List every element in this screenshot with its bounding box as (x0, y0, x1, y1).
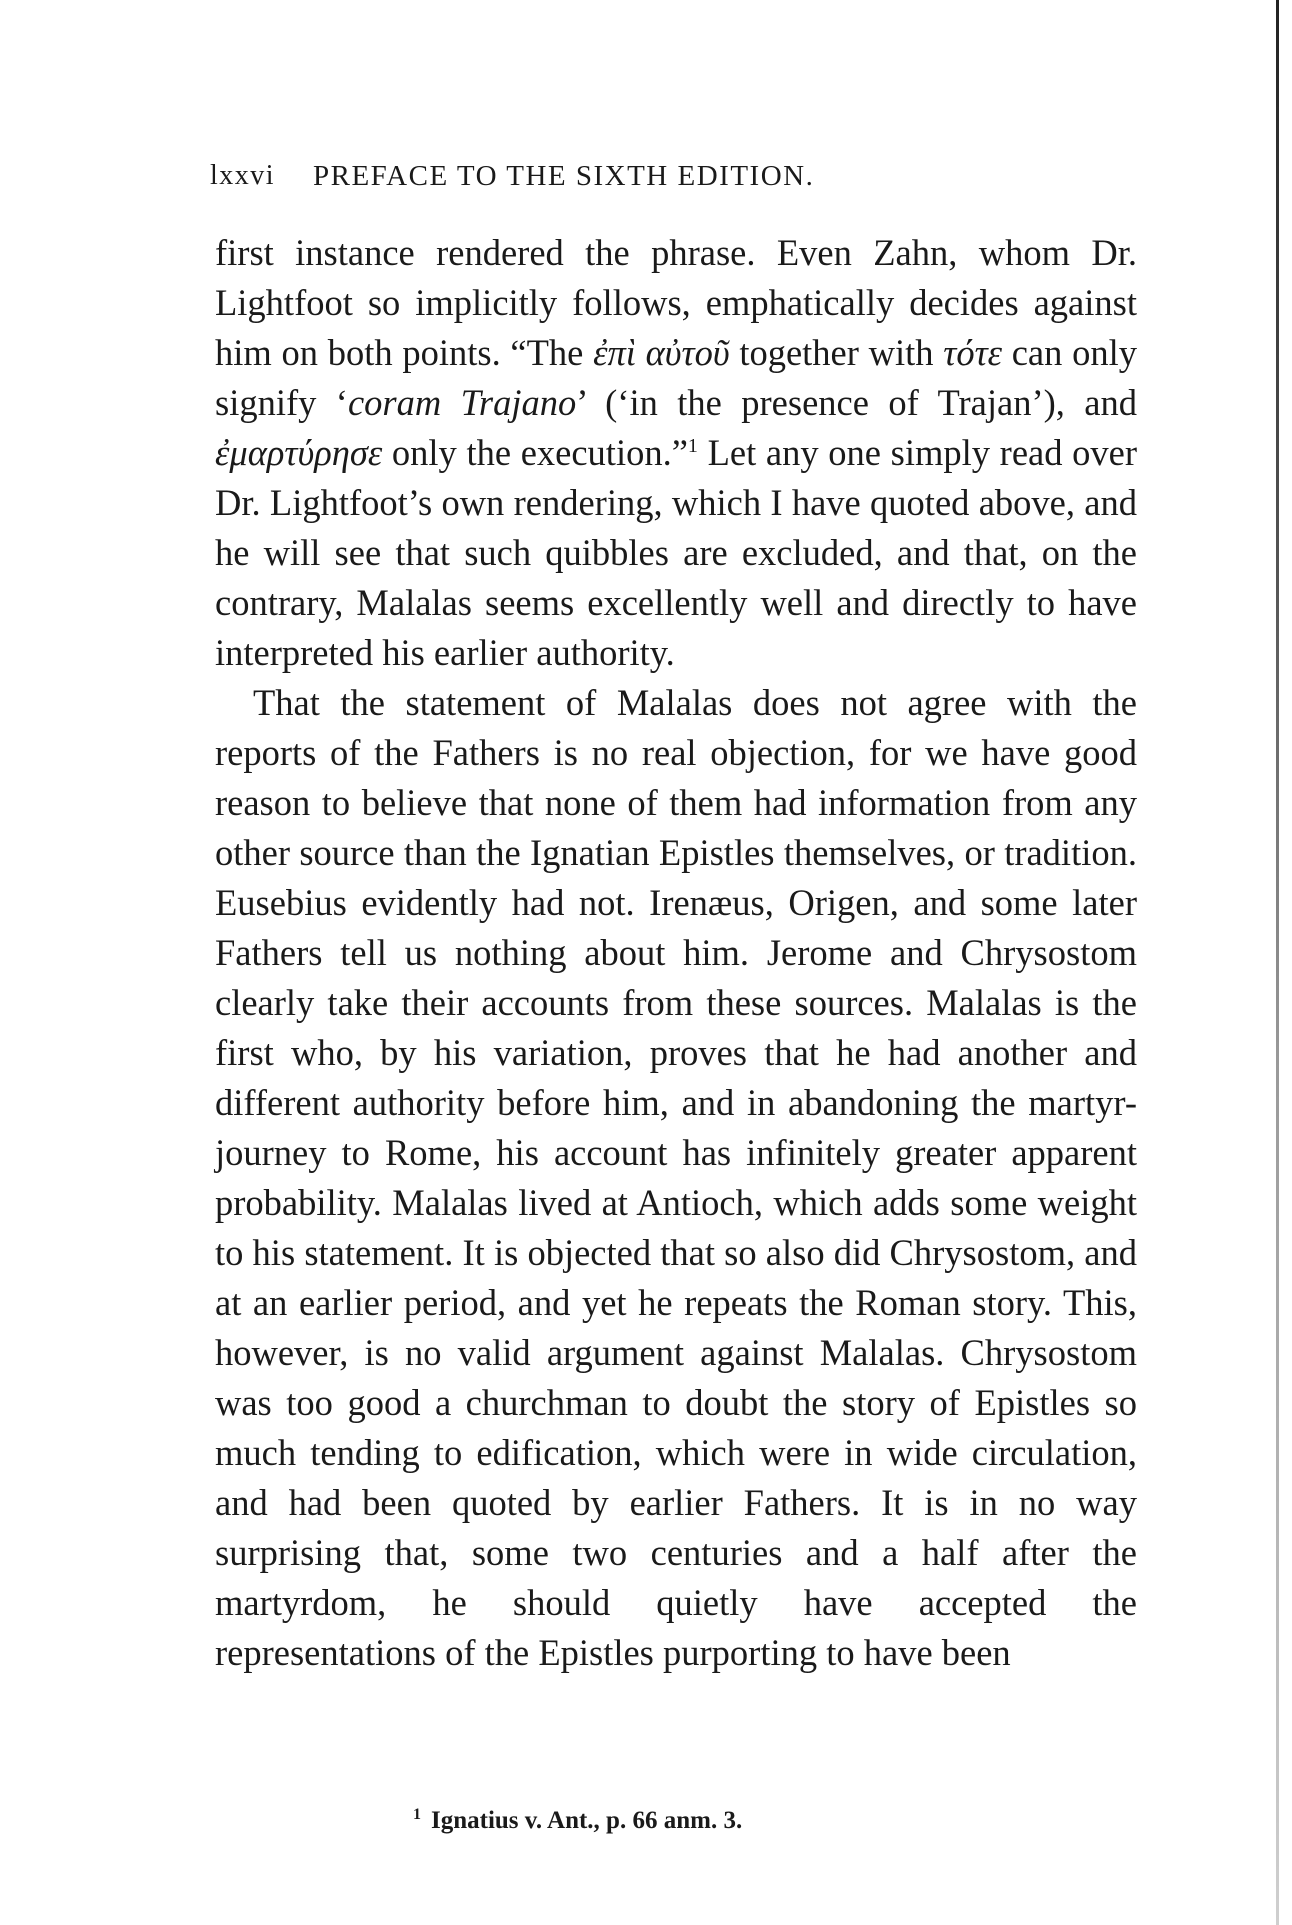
running-head: PREFACE TO THE SIXTH EDITION. (313, 160, 815, 192)
latin-phrase-coram-trajano: coram Trajano (347, 382, 577, 423)
footnote (413, 1807, 973, 1835)
page-header (210, 160, 1130, 200)
greek-word-emartyrese: ἐμαρτύρησε (215, 432, 383, 473)
greek-phrase-epi-autou: ἐπὶ αὐτοῦ (593, 332, 730, 373)
scan-edge-shadow (1276, 0, 1279, 1925)
footnote-reference-mark[interactable]: 1 (687, 434, 698, 457)
footnote-text: Ignatius v. Ant., p. 66 anm. 3. (431, 1807, 743, 1834)
page-number: lxxvi (210, 160, 276, 191)
paragraph-1-text-e: only the execution.” (382, 432, 688, 473)
paragraph-1-text-d: ’ (‘in the presence of Trajan’), and (576, 382, 1137, 423)
paragraph-1-text-c: can only signify ‘ (215, 332, 1137, 423)
paragraph-1-text-b: together with (729, 332, 944, 373)
paragraph-2: That the statement of Malalas does not agree with the reports of the Fathers is no real objection, for we have good reason to believe that none of them had information from any other source than the Ignatian Epistles themselves, or tradition. Eusebius evidently had not. Irenæus, Origen, and some later Fathers tell us nothing about him. Jerome and Chrysostom clearly take their accounts from these sources. Malalas is the first who, by his variation, proves that he had another and different authority before him, and in abandoning the martyr-journey to Rome, his account has infinitely greater apparent probability. Malalas lived at Antioch, which adds some weight to his statement. It is objected that so also did Chrysostom, and at an earlier period, and yet he repeats the Roman story. This, however, is no valid argument against Malalas. Chrysostom was too good a churchman to doubt the story of Epistles so much tending to edification, which were in wide circulation, and had been quoted by earlier Fathers. It is in no way surprising that, some two centuries and a half after the martyrdom, he should quietly have accepted the representations of the Epistles purporting to have been (215, 682, 1137, 1673)
paragraph-1-text-f: Let any one simply read over Dr. Lightfoot’s own rendering, which I have quoted above, and he will see that such quibbles are excluded, and that, on the contrary, Malalas seems excellently well and directly to have interpreted his earlier authority. (215, 432, 1137, 673)
body-text (215, 228, 1137, 1678)
paragraph-1-text-a: first instance rendered the phrase. Even Zahn, whom Dr. Lightfoot so implicitly follows, emphatically decides against him on both points. “The (215, 232, 1137, 373)
paragraph-1 (215, 228, 1137, 678)
greek-word-tote: τότε (943, 332, 1003, 373)
footnote-mark: 1 (413, 1805, 421, 1823)
